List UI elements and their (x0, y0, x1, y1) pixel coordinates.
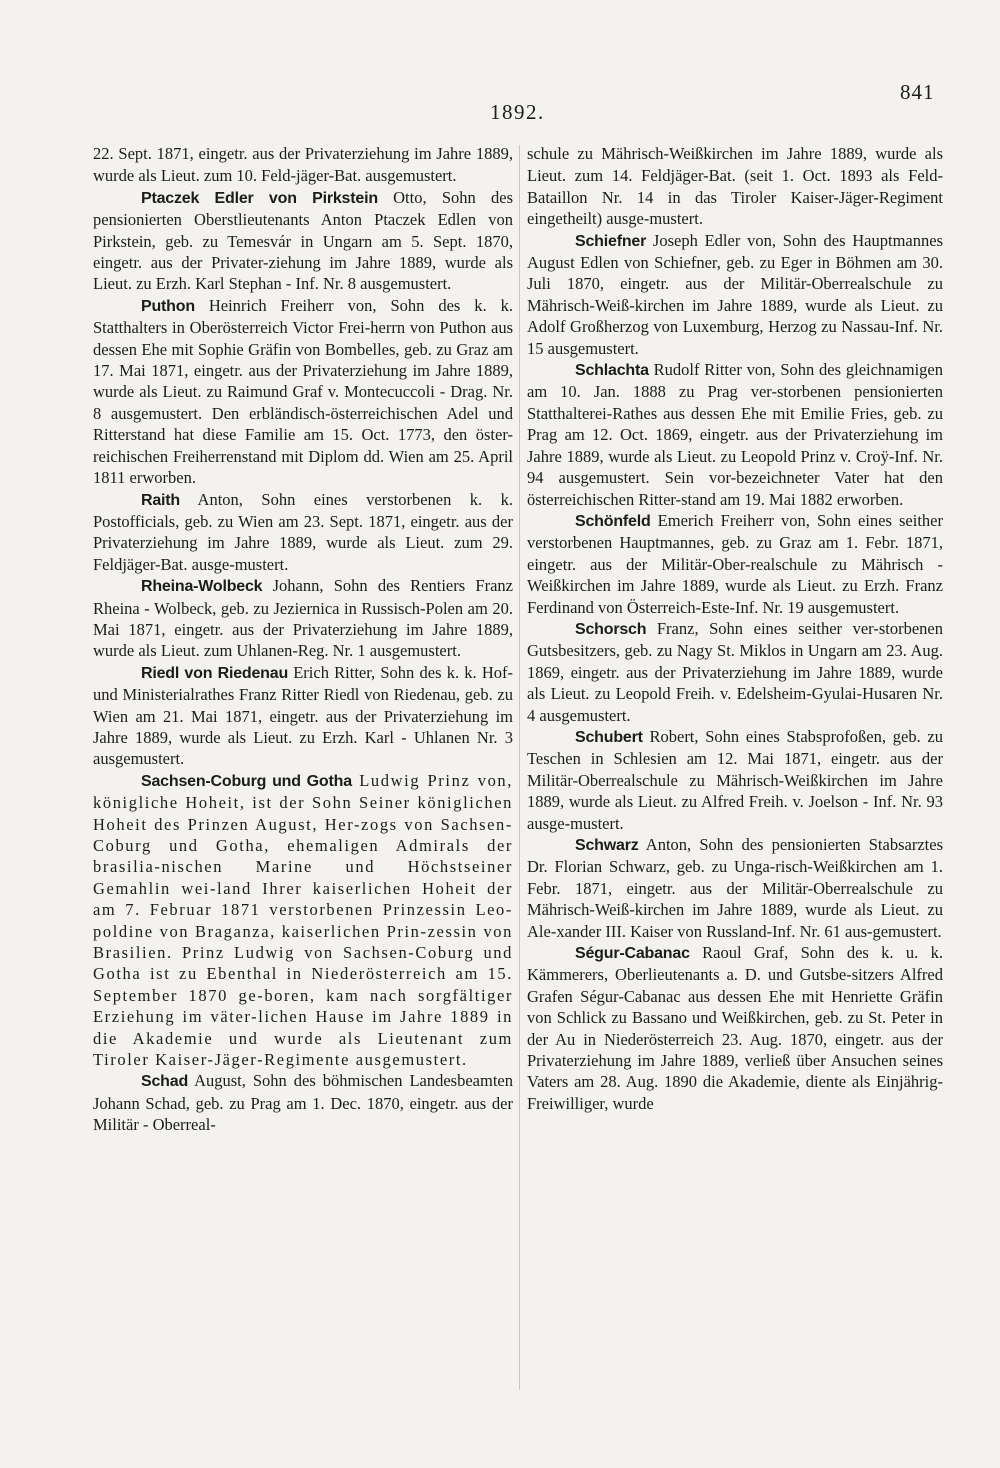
entry-text: Anton, Sohn des pensionierten Stabsarztes Dr. Florian Schwarz, geb. zu Unga-risch-Weißkirchen am 1. Febr. 1871, eingetr. aus der Militär-Oberrealschule zu Mährisch-Weiß-kirchen im Jahre 1889, wurde als Lieut. zu Ale-xander III. Kaiser von Russland-Inf. Nr. 61 aus-gemustert. (527, 835, 943, 941)
entry-text: Rudolf Ritter von, Sohn des gleichnamigen am 10. Jan. 1888 zu Prag ver-storbenen pensionierten Statthalterei-Rathes aus dessen Ehe mit Emilie Fries, geb. zu Prag am 12. Oct. 1869, eingetr. aus der Privaterziehung im Jahre 1889, wurde als Lieut. zu Leopold Prinz v. Croÿ-Inf. Nr. 94 ausgemustert. Sein vor-bezeichneter Vater hat den österreichischen Ritter-stand am 19. Mai 1882 erworben. (527, 360, 943, 509)
entry-name: Schwarz (575, 837, 639, 854)
entry (93, 187, 513, 295)
left-column (93, 143, 513, 1136)
entry (527, 359, 943, 510)
entry (527, 618, 943, 726)
entry-text: schule zu Mährisch-Weißkirchen im Jahre 1889, wurde als Lieut. zum 14. Feldjäger-Bat. (seit 1. Oct. 1893 als Feld-Bataillon Nr. 14 in das Tiroler Kaiser-Jäger-Regiment eingetheilt) ausge-mustert. (527, 144, 943, 229)
entry-text: Erich Ritter, Sohn des k. k. Hof- und Ministerialrathes Franz Ritter Riedl von Riedenau, geb. zu Wien am 21. Mai 1871, eingetr. aus der Privaterziehung im Jahre 1889, wurde als Lieut. zu Erzh. Karl - Uhlanen Nr. 3 ausgemustert. (93, 662, 513, 769)
right-column (527, 143, 943, 1114)
entry-name: Schlachta (575, 362, 649, 380)
entry-name: Rheina-Wolbeck (141, 578, 263, 596)
entry (93, 295, 513, 489)
entry-text: Joseph Edler von, Sohn des Hauptmannes August Edlen von Schiefner, geb. zu Eger in Böhmen am 30. Juli 1870, eingetr. aus der Militär-Oberrealschule zu Mährisch-Weiß-kirchen im Jahre 1889, wurde als Lieut. zu Adolf Großherzog von Luxemburg, Herzog zu Nassau-Inf. Nr. 15 ausgemustert. (527, 230, 943, 358)
entry (527, 143, 943, 230)
entry (93, 143, 513, 187)
entry (527, 726, 943, 834)
entry (93, 489, 513, 576)
entry-name: Schad (141, 1073, 189, 1091)
entry-name: Ségur-Cabanac (575, 945, 690, 963)
column-divider (519, 145, 520, 1390)
entry-name: Schorsch (575, 620, 647, 638)
entry (527, 510, 943, 618)
entry-text: Raoul Graf, Sohn des k. u. k. Kämmerers, Oberlieutenants a. D. und Gutsbe-sitzers Alfred Grafen Ségur-Cabanac aus dessen Ehe mit Henriette Gräfin von Schlick zu Bassano und Weißkirchen, geb. zu St. Peter in der Au in Niederösterreich 23. Aug. 1870, eingetr. aus der Privaterziehung im Jahre 1889, verließ über Ansuchen seines Vaters am 28. Aug. 1890 die Akademie, diente als Einjährig-Freiwilliger, wurde (527, 943, 943, 1113)
entry-name: Riedl von Riedenau (141, 664, 289, 682)
entry (527, 230, 943, 359)
entry-text: Johann, Sohn des Rentiers Franz Rheina - Wolbeck, geb. zu Jeziernica in Russisch-Polen am 20. Mai 1871, eingetr. aus der Privaterziehung im Jahre 1889, wurde als Lieut. zum Uhlanen-Reg. Nr. 1 ausgemustert. (93, 576, 513, 661)
entry-text: 22. Sept. 1871, eingetr. aus der Privaterziehung im Jahre 1889, wurde als Lieut. zum 10. Feld-jäger-Bat. ausgemustert. (93, 144, 513, 186)
entry-text: Franz, Sohn eines seither ver-storbenen Gutsbesitzers, geb. zu Nagy St. Miklos in Ungarn am 23. Aug. 1869, eingetr. aus der Privaterziehung im Jahre 1889, wurde als Lieut. zu Leopold Freih. v. Edelsheim-Gyulai-Husaren Nr. 4 ausgemustert. (527, 618, 943, 725)
entry-name: Schönfeld (575, 512, 651, 530)
entry-name: Schiefner (575, 232, 647, 250)
entry (527, 834, 943, 942)
page-number: 841 (900, 80, 935, 104)
entry (93, 662, 513, 770)
entry-name: Ptaczek Edler von Pirkstein (141, 189, 378, 207)
entry (527, 942, 943, 1114)
page-year-heading: 1892. (490, 100, 545, 124)
entry-name: Sachsen-Coburg und Gotha (141, 772, 352, 790)
entry-text: Robert, Sohn eines Stabsprofoßen, geb. zu Teschen in Schlesien am 12. Mai 1871, eingetr. aus der Militär-Oberrealschule zu Mährisch-Weißkirchen im Jahre 1889, wurde als Lieut. zu Alfred Freih. v. Joelson - Inf. Nr. 93 ausge-mustert. (527, 726, 943, 833)
entry-text: August, Sohn des böhmischen Landesbeamten Johann Schad, geb. zu Prag am 1. Dec. 1870, eingetr. aus der Militär - Oberreal- (93, 1071, 513, 1135)
entry-text: Emerich Freiherr von, Sohn eines seither verstorbenen Hauptmannes, geb. zu Graz am 1. Febr. 1871, eingetr. aus der Militär-Ober-realschule zu Mährisch - Weißkirchen im Jahre 1889, wurde als Lieut. zu Erzh. Franz Ferdinand von Österreich-Este-Inf. Nr. 19 ausgemustert. (527, 510, 943, 617)
entry (93, 770, 513, 1071)
entry-name: Raith (141, 491, 181, 509)
entry-text: Otto, Sohn des pensionierten Oberstlieutenants Anton Ptaczek Edlen von Pirkstein, geb. zu Temesvár in Ungarn am 5. Sept. 1870, eingetr. aus der Privater-ziehung im Jahre 1889, wurde als Lieut. zu Erzh. Karl Stephan - Inf. Nr. 8 ausgemustert. (93, 187, 513, 294)
entry-text: Anton, Sohn eines verstorbenen k. k. Postofficials, geb. zu Wien am 23. Sept. 1871, eingetr. aus der Privaterziehung im Jahre 1889, wurde als Lieut. zum 29. Feldjäger-Bat. ausge-mustert. (93, 489, 513, 574)
entry (93, 575, 513, 662)
entry-name: Puthon (141, 297, 195, 315)
entry (93, 1070, 513, 1135)
entry-name: Schubert (575, 728, 643, 746)
entry-text: Ludwig Prinz von, königliche Hoheit, ist der Sohn Seiner königlichen Hoheit des Prinzen August, Her-zogs von Sachsen-Coburg und Gotha, ehemaligen Admirals der brasilia-nischen Marine und Höchstseiner Gemahlin wei-land Ihrer kaiserlichen Hoheit der am 7. Februar 1871 verstorbenen Prinzessin Leo-poldine von Braganza, kaiserlichen Prin-zessin von Brasilien. Prinz Ludwig von Sachsen-Coburg und Gotha ist zu Ebenthal in Niederösterreich am 15. September 1870 ge-boren, kam nach sorgfältiger Erziehung im väter-lichen Hause im Jahre 1889 in die Akademie und wurde als Lieutenant zum Tiroler Kaiser-Jäger-Regimente ausgemustert. (93, 770, 513, 1070)
entry-text: Heinrich Freiherr von, Sohn des k. k. Statthalters in Oberösterreich Victor Frei-herrn von Puthon aus dessen Ehe mit Sophie Gräfin von Bombelles, geb. zu Graz am 17. Mai 1871, eingetr. aus der Privaterziehung im Jahre 1889, wurde als Lieut. zu Raimund Graf v. Montecuccoli - Drag. Nr. 8 ausgemustert. Den erbländisch-österreichischen Adel und Ritterstand hat diese Familie am 15. Oct. 1773, den öster-reichischen Freiherrenstand mit Diplom dd. Wien am 25. April 1811 erworben. (93, 295, 513, 488)
